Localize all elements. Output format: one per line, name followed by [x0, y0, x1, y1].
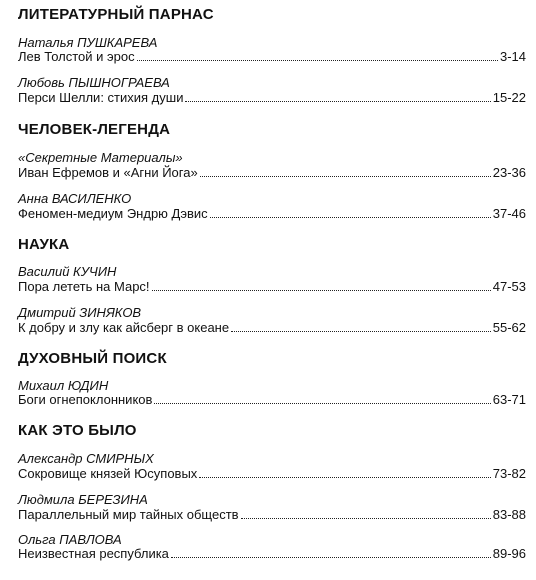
- article-entry: [18, 507, 526, 523]
- dot-leader: [241, 517, 491, 519]
- dot-leader: [185, 100, 490, 102]
- article-title: Сокровище князей Юсуповых: [18, 466, 198, 481]
- article-entry: [18, 165, 526, 181]
- article-entry: [18, 206, 526, 222]
- article-author: Ольга ПАВЛОВА: [18, 532, 122, 547]
- article-entry: [18, 466, 526, 482]
- article-author: «Секретные Материалы»: [18, 150, 183, 165]
- article-pages: 23-36: [492, 165, 526, 180]
- article-pages: 63-71: [492, 392, 526, 407]
- article-pages: 89-96: [492, 546, 526, 561]
- dot-leader: [171, 556, 491, 558]
- article-entry: [18, 392, 526, 408]
- article-title: Боги огнепоклонников: [18, 392, 153, 407]
- article-title: Пора лететь на Марс!: [18, 279, 150, 294]
- article-author: Дмитрий ЗИНЯКОВ: [18, 305, 142, 320]
- article-pages: 47-53: [492, 279, 526, 294]
- article-author: Наталья ПУШКАРЕВА: [18, 35, 158, 50]
- article-author: Александр СМИРНЫХ: [18, 451, 154, 466]
- dot-leader: [231, 330, 491, 332]
- article-title: Параллельный мир тайных обществ: [18, 507, 239, 522]
- section-title: ЛИТЕРАТУРНЫЙ ПАРНАС: [18, 6, 214, 23]
- article-pages: 83-88: [492, 507, 526, 522]
- article-title: Лев Толстой и эрос: [18, 49, 135, 64]
- article-author: Анна ВАСИЛЕНКО: [18, 191, 132, 206]
- article-entry: [18, 279, 526, 295]
- article-entry: [18, 546, 526, 562]
- section-title: НАУКА: [18, 236, 70, 253]
- article-entry: [18, 49, 526, 65]
- article-author: Михаил ЮДИН: [18, 378, 109, 393]
- article-pages: 3-14: [499, 49, 526, 64]
- article-title: Феномен-медиум Эндрю Дэвис: [18, 206, 208, 221]
- article-author: Василий КУЧИН: [18, 264, 117, 279]
- section-title: ДУХОВНЫЙ ПОИСК: [18, 350, 167, 367]
- section-title: ЧЕЛОВЕК-ЛЕГЕНДА: [18, 121, 171, 138]
- dot-leader: [137, 59, 498, 61]
- article-author: Людмила БЕРЕЗИНА: [18, 492, 148, 507]
- dot-leader: [199, 476, 490, 478]
- dot-leader: [152, 289, 491, 291]
- article-pages: 37-46: [492, 206, 526, 221]
- article-entry: [18, 320, 526, 336]
- dot-leader: [200, 175, 491, 177]
- article-pages: 73-82: [492, 466, 526, 481]
- article-pages: 15-22: [492, 90, 526, 105]
- article-author: Любовь ПЫШНОГРАЕВА: [18, 75, 170, 90]
- article-title: К добру и злу как айсберг в океане: [18, 320, 230, 335]
- article-entry: [18, 90, 526, 106]
- article-title: Иван Ефремов и «Агни Йога»: [18, 165, 198, 180]
- section-title: КАК ЭТО БЫЛО: [18, 422, 137, 439]
- dot-leader: [154, 402, 490, 404]
- article-title: Перси Шелли: стихия души: [18, 90, 184, 105]
- article-title: Неизвестная республика: [18, 546, 169, 561]
- dot-leader: [210, 216, 491, 218]
- article-pages: 55-62: [492, 320, 526, 335]
